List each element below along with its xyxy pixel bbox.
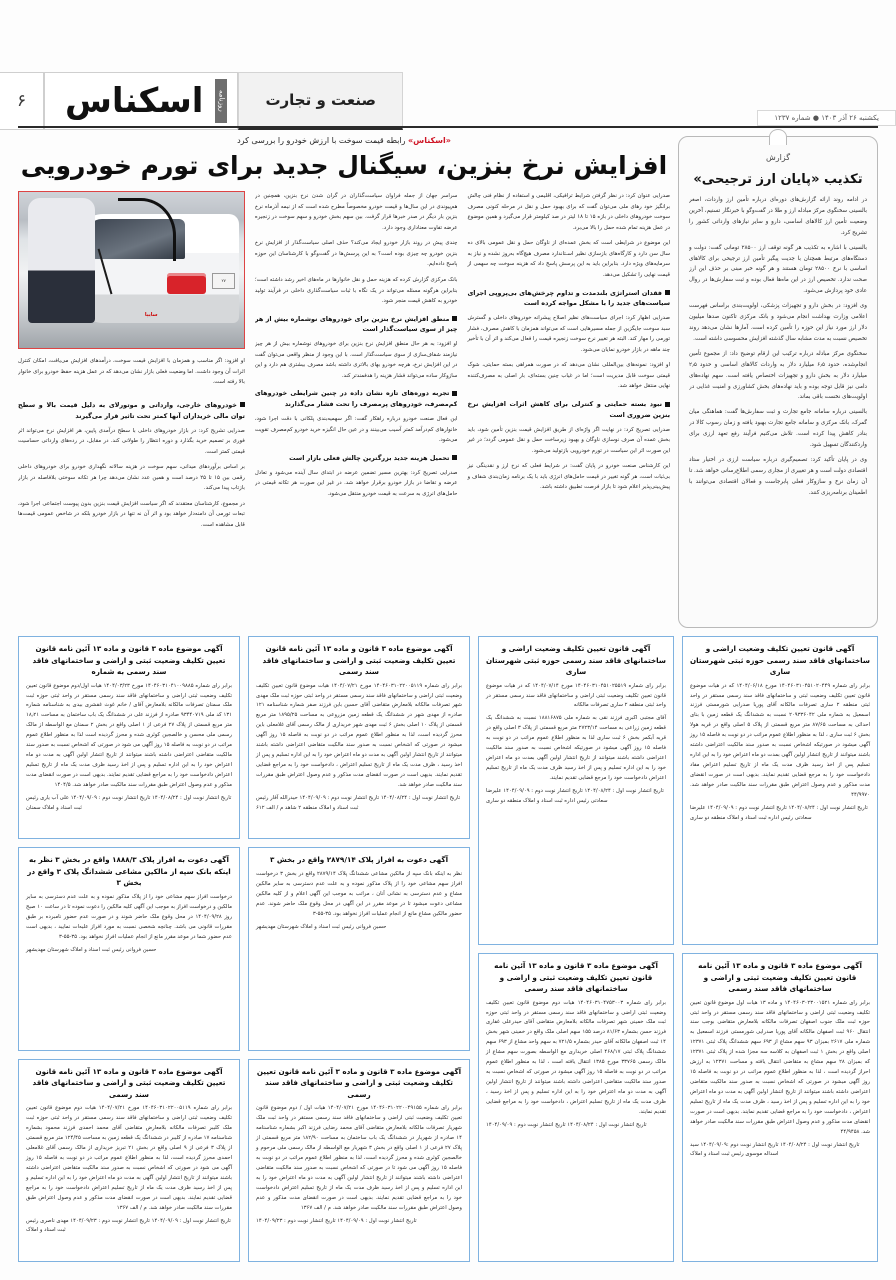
classified-ad xyxy=(478,953,674,1262)
classified-ad-signature: تاریخ انتشار نوبت اول : ۱۴۰۴/۰۸/۲۴ تاریخ انتشار نوبت دوم :۱۴۰۴/۰۹/۰۹ سید اسداله موسوی رئیس ثبت اسناد و املاک xyxy=(690,1141,860,1158)
ads-column xyxy=(478,636,674,1262)
paper-vertical-strip: روزنامه xyxy=(215,79,227,123)
masthead-spacer xyxy=(599,72,757,130)
classified-ad-paragraph: برابر رای شماره ۱۴۰۴۶۰۳۱۰۲۲۰۰۴۹۱۵۵ مورخ ۱۴۰۴/۰۷/۲۱ هیات اول / دوم موضوع قانون تعیین تکلیف وضعیت ثبتی اراضی و ساختمانهای فاقد سند رسمی مستقر در واحد ثبت ملک شهریار تصرفات مالکانه بلامعارض متقاضی آقای محمد رضایی فرزند اکبر بشماره شناسنامه ۱۴ صادره از شهریار در ششدانگ یک باب ساختمان به مساحت ۱۸۲/۹۰ متر مربع قسمتی از پلاک ۲۷ فرعی از ۱ اصلی واقع در بخش ۳ شهریار مع الواسطه از مالک رسمی ملی مرحوم و خالصجین کوثری شده و محرز گردیده است، لذا به منظور اطلاع عموم مراتب در دو نوبت به فاصله ۱۵ روز آگهی می شود تا در صورتی که اشخاص نسبت به صدور سند مالکیت متقاضی اعتراضی داشته باشند میتوانند از تاریخ انتشار اولین آگهی به مدت دو ماه اعتراض خود را به این اداره تسلیم و پس از اخذ رسید ظرف مدت یک ماه از تاریخ تسلیم اعتراض دادخواست خود را به مراجع قضایی تقدیم نمایند. بدیهی است در صورت انقضای مدت مذکور و عدم وصول اعتراض طبق مقررات سند مالکیت صادر خواهد شد. م / الف ۱۳۶۷ xyxy=(256,1105,462,1211)
article-subheading-text: تجربه دوره‌های تازه نشان داده در چنین شرایطی خودروهای کم‌مصرف، خودروهای پرمصرف را تحت فشار می‌گذارند xyxy=(254,389,458,409)
classified-ad-paragraph: برابر رای شماره ۱۴۰۴۶۰۳۱۰۲۲۰۰۵۱۱۹ مورخ ۱۴۰۴/۰۷/۲۱ هیات دوم موضوع قانون تعیین تکلیف وضعیت ثبتی اراضی و ساختمانهای فاقد سند رسمی مستقر در واحد ثبتی حوزه ثبت ملک کلیبر تصرفات مالکانه بلامعارض متقاضی آقای محمد احمدی فرزند محمود بشماره شناسنامه ۱۷ صادره از کلیبر در ششدانگ یک قطعه زمین به مساحت ۱۲۴/۴۵ متر مربع قسمتی از پلاک ۳ فرعی از ۹ اصلی واقع در بخش ۲۱ تبریز خریداری از مالک رسمی آقای غلامعلی احمدی محرز گردیده است، لذا به منظور اطلاع عموم مراتب در دو نوبت به فاصله ۱۵ روز آگهی می شود در صورتی که اشخاص نسبت به صدور سند مالکیت متقاضی اعتراضی داشته باشند میتوانند از تاریخ انتشار اولین آگهی به مدت دو ماه اعتراض خود را به این اداره تسلیم و پس از اخذ رسید ظرف مدت یک ماه از تاریخ تسلیم اعتراض دادخواست خود را به مراجع قضایی تقدیم نمایند. بدیهی است در صورت انقضای مدت مذکور و عدم وصول اعتراض طبق مقررات سند مالکیت صادر خواهد شد. م / الف ۱۳۶۷ xyxy=(26,1105,233,1211)
article-subheading-text: خودروهای خارجی، وارداتی و موتورلای به دلیل قیمت بالا و سطح توان مالی خریداران آنها کمتر تحت تاثیر قرار می‌گیرند xyxy=(18,400,245,420)
classified-ad-heading: آگهی موضوع ماده ۳ قانون و ماده ۳ آئین نامه قانون تعیین تکلیف وضعیت ثبتی و اراضی و ساختمانهای فاقد سند رسمی xyxy=(256,1066,462,1099)
classified-ad-body xyxy=(256,1104,462,1213)
bullet-square-icon xyxy=(452,316,457,321)
classified-ad-body xyxy=(256,870,462,920)
classified-ad xyxy=(18,636,240,839)
article-column xyxy=(255,191,458,628)
article-paragraph: چندی پیش در روند بازار خودرو ایجاد می‌کند؟ حذف اصلی سیاست‌گذار از افزایش نرخ بنزین خودرو چه چیزی بوده است؟ به این پرسش‌ها در گفت‌وگو با کارشناسان این حوزه پاسخ داده‌ایم. xyxy=(254,240,458,268)
report-tag-label: گزارش xyxy=(765,153,791,162)
classified-ad-signature: تاریخ انتشار نوبت اول : ۱۴۰۴/۰۸/۲۴ تاریخ انتشار نوبت دوم : ۱۴۰۴/۰۹/۰۹ علیرضا سعادتی رئیس اداره ثبت اسناد و املاک منطقه دو ساری xyxy=(690,804,868,821)
article-subheading-text: تحمیل هزینه جدید بزرگترین چالش فعلی بازار است xyxy=(289,453,450,462)
lead-article xyxy=(18,136,670,628)
classified-ad-heading: آگهی موضوع ماده ۳ قانون و ماده ۱۳ آئین نامه قانون تعیین تکلیف وضعیت ثبتی و اراضی و ساختمانهای فاقد سند رسمی xyxy=(698,961,862,994)
report-sidebar xyxy=(678,136,878,628)
report-paragraph: وی افزود: در بخش دارو و تجهیزات پزشکی، اولویت‌بندی براساس فهرست اعلامی وزارت بهداشت انجام می‌شود و بانک مرکزی تاکنون صدها میلیون دلار ارز مورد نیاز این حوزه را تأمین کرده است. آمارها نشان می‌دهد روند تخصیص نسبت به مدت مشابه سال گذشته افزایش محسوسی داشته است. xyxy=(689,303,867,342)
article-subheading-text: نبود بسته حمایتی و کنترلی برای کاهش اثرات افزایش نرخ بنزین ضروری است xyxy=(467,400,670,419)
report-notch-decoration xyxy=(769,129,787,145)
article-subheading xyxy=(467,399,670,421)
classified-ad-paragraph: برابر رای شماره ۱۴۰۴۶۰۳۱۰۴۵۱۰۲۰۴۴۹ مورخ ۱۴۰۴/۰۶/۱۸ که در هیات موضوع قانون تعیین تکلیف وضعیت ثبتی و ساختمانهای فاقد سند رسمی مستقر در واحد ثبتی منطقه ۲ ساری تصرفات مالکانه آقای پوریا صدرایی شورمستی فرزند اسمعیل به شماره ملی ۲۰۹۳۳۶۰۴۲ نسبت به ششدانگ یک قطعه زمین با بنای احداثی به مساحت ۸۷/۶۵ متر مربع قسمتی از پلاک ۵ اصلی واقع در قریه هولا بخش ۶ ثبت ساری ، لذا به منظور اطلاع عموم مراتب در دو نوبت به فاصله ۱۵ روز آگهی میشود در صورتیکه اشخاص نسبت به صدور سند مالکیت اعتراضی داشته باشند میتوانند از تاریخ انتشار اولین آگهی بمدت دو ماه اعتراض خود را به این اداره تسلیم پس از اخذ رسید ظرف مدت یک ماه از تاریخ تسلیم اعتراض مفاد دادخواست خود را به مرجع قضایی تقدیم نمایند. بدیهی است در صورت انقضای مدت مذکور و عدم وصول اعتراض طبق مقررات سند مالکیت صادر خواهد شد. ۴۴/۹۹۷۰ xyxy=(690,682,870,799)
article-photo xyxy=(18,191,245,349)
classified-ad-body xyxy=(486,682,666,785)
classified-ad-signature: تاریخ انتشار نوبت اول : ۱۴۰۴/۰۸/۲۴ تاریخ انتشار نوبت دوم : ۱۴۰۴/۰۹/۰۹ xyxy=(486,1121,647,1128)
article-subheading xyxy=(18,400,245,422)
classified-ad-signature: تاریخ انتشار نوبت اول : ۱۴۰۴/۰۹/۰۹ تاریخ انتشار نوبت دوم : ۱۴۰۴/۰۹/۲۳ مهدی ناصری رئیس ثبت اسناد و املاک xyxy=(26,1217,231,1234)
classified-ad xyxy=(248,847,470,1050)
bullet-square-icon xyxy=(665,402,670,407)
article-columns xyxy=(18,191,670,628)
classified-ad-paragraph: برابر رای شماره ۱۴۰۴۶۰۳۱۰۴۵۱۰۲۵۵۱۹ مورخ ۱۴۰۴/۰۷/۱۴ که در هیات موضوع قانون تعیین تکلیف وضعیت ثبتی اراضی و ساختمانهای فاقد سند رسمی مستقر در واحد ثبتی منطقه ۲ ساری تصرفات مالکانه xyxy=(486,682,666,709)
classified-ad-signature: تاریخ انتشار نوبت اول : ۱۴۰۴/۰۸/۲۴ تاریخ انتشار نوبت دوم : ۱۴۰۴/۰۹/۰۹ حیدرالله آقار رئیس ثبت اسناد و املاک منطقه ۲ شاهد م / الف ۶۱۲ xyxy=(256,795,461,811)
article-paragraph: صدرایی اظهار کرد: اجرای سیاست‌های نظیر اصلاح پیشرانه خودروهای داخلی و گسترش سبد سوخت جایگزین از جمله مسیرهایی است که می‌تواند همزمان با کاهش مصرف، فشار تورمی را مهار کند. البته هر تغییر نرخ سوخت زنجیره قیمت را فعال می‌کند و اثر آن با تأخیر چند ماهه در بازار خودرو نمایان می‌شود. xyxy=(467,315,670,353)
ads-column xyxy=(18,636,240,1262)
bullet-square-icon xyxy=(452,391,457,396)
photo-car-brand: سایپا xyxy=(144,311,158,318)
photo-caption-paragraph: صدرایی تشریح کرد: در بازار خودروهای داخلی با سطح درآمدی پایین، هر افزایش نرخ می‌تواند اثر فوری بر تصمیم خرید بگذارد و دوره انتظار را طولانی کند. در مقابل، در رده‌های وارداتی حساسیت قیمتی کمتر است. xyxy=(18,427,245,455)
bullet-square-icon xyxy=(452,455,457,460)
classified-ad-signature: تاریخ انتشار نوبت اول : ۱۴۰۴/۰۹/۰۹ تاریخ انتشار نوبت دوم : ۱۴۰۴/۰۹/۲۳ xyxy=(256,1217,417,1224)
classified-ad-paragraph: برابر رای شماره ۱۴۰۴۶۰۳۱۰۴۷۵۳۰۰۳ هیات دوم موضوع قانون تعیین تکلیف وضعیت ثبتی اراضی و ساختمانهای فاقد سند رسمی مستقر در واحد ثبتی حوزه ثبت ملک خمینی شهر تصرفات مالکانه بلامعارض متقاضی آقای حیدرعلی غفاری فرزند حسن بشماره ۸۱/۶۳ درصد ۱۵۵ سهم اصلی ملک واقع در خمینی شهر بخش ۱۴ ثبت اصفهان مالکانه آقای حیدر بشماره ۷۲۱/۵ به سهم واحد مشاع از ۶۹۳ سهم ششدانگ پلاک ثبتی ۴۶۸/۱۷ اصلی خریداری مع الواسطه بصورت سهم مشاع از مالک رسمی ۳۳۷۶۵ مورخ ۱۳۸۵ انتقال یافته است ، لذا به منظور اطلاع عموم مراتب در دو نوبت به فاصله ۱۵ روز آگهی میشود در صورتی که اشخاص نسبت به صدور سند مالکیت متقاضی اعتراضی داشته باشند میتوانند از تاریخ انتشار اولین آگهی به مدت دو ماه اعتراض خود را به این اداره تسلیم و پس از اخذ رسید ، ظرف مدت یک ماه از تاریخ تسلیم اعتراض ، دادخواست خود را به مراجع قضایی تقدیم نمایند. xyxy=(486,999,666,1116)
classified-ad-body xyxy=(26,893,232,943)
classified-ad-heading: آگهی موضوع ماده ۳ قانون و ماده ۱۳ آئین نامه قانون تعیین تکلیف وضعیت ثبتی و اراضی و ساختمانهای فاقد سند رسمی xyxy=(494,961,658,994)
report-paragraph: بالسینی با اشاره به تکذیب هر گونه توقف ارز ۲۸۵۰۰ تومانی گفت: دولت و دستگاه‌های مرتبط همچنان با جدیت پیگیر تأمین ارز ترجیحی برای کالاهای اساسی با نرخ ۲۸۵۰۰ تومان هستند و هر گونه خبر مبنی بر حذف این ارز صحت ندارد. تخصیص ارز در این ماه‌ها فعال بوده و ثبت سفارش‌ها در روال عادی خود پردازش می‌شود. xyxy=(689,244,867,295)
article-paragraph: صدرایی عنوان کرد: در نظر گرفتن شرایط ترافیکی، اقلیمی و استفاده از نظام فنی چالش برانگیز خود رهای ملی می‌توان گفت که برای بهبود حمل و نقل در مرحله کنونی مصرف سوخت خودروهای داخلی در بازه ۱۵ تا ۱۸ لیتر در صد کیلومتر قرار می‌گیرد و همین موضوع در عمل هزینه تمام شده حمل را بالا می‌برد. xyxy=(467,193,670,231)
photo-license-plate: ۲۷ xyxy=(212,273,234,289)
ads-column xyxy=(248,636,470,1262)
classified-ad-signature: تاریخ انتشار نوبت اول : ۱۴۰۴/۰۸/۲۴ تاریخ انتشار نوبت دوم : ۱۴۰۴/۰۹/۰۹ علیرضا سعادتی رئیس اداره ثبت اسناد و املاک منطقه دو ساری xyxy=(486,788,664,804)
article-column xyxy=(18,191,245,628)
classified-ad xyxy=(682,636,878,945)
classified-ad-paragraph: نظر به اینکه بانک سپه از مالکین مشاعی ششدانگ پلاک ۲۸۷۹/۱۴ واقع در بخش ۳ درخواست افراز سهم مشاعی خود را از پلاک مذکور نموده و به علت عدم دسترسی به سایر مالکین مشاع و عدم دسترسی به نشانی آنان ، مراتب به موجب این آگهی اعلام و از کلیه مالکین مشاعی دعوت میشود تا در موعد مقرر در این آگهی در محل وقوع ملک حاضر شوند. عدم حضور مالکین مشاع مانع از انجام عملیات افراز نخواهد بود. ۳۵-۵۵-۳ xyxy=(256,870,462,917)
article-subheading xyxy=(467,288,670,310)
report-paragraph: سخنگوی مرکز مبادله درباره ترکیب این ارقام توضیح داد: از مجموع تأمین انجام‌شده، حدود ۶٫۵ میلیارد دلار به واردات کالاهای اساسی و حدود ۲٫۵ میلیارد دلار به بخش دارو و تجهیزات اختصاص یافته است. سهم نهاده‌های دامی نیز قابل توجه بوده و باید نهاده‌های بخش کشاورزی و امنیت غذایی در اولویت‌های نخست باقی بماند. xyxy=(689,350,867,401)
classified-ad-heading: آگهی دعوت به افراز پلاک ۱۸۸۸/۳ واقع در بخش ۳ نظر به اینکه بانک سپه از مالکین مشاعی ششدانگ پلاک ۳ واقع در بخش ۳ xyxy=(27,855,231,888)
classified-ad-body xyxy=(26,1104,232,1213)
classified-ad-heading: آگهی موضوع ماده ۳ قانون و ماده ۱۳ آئین نامه قانون تعیین تکلیف وضعیت ثبتی و اراضی و ساختمانهای فاقد سند رسمی xyxy=(32,1066,226,1099)
classified-ad-paragraph: درخواست افراز سهم مشاعی خود را از پلاک مذکور نموده و به علت عدم دسترسی به سایر مالکین و درخواست افراز به موجب این آگهی کلیه مالکین را دعوت نموده تا در ساعت ۱۰ صبح روز ۱۴۰۴/۰۹/۲۸ در محل وقوع ملک حاضر شوند و در صورت عدم حضور نامبرده بر طبق مقررات قانونی می باشد. چنانچه شخصی نسبت به مورد افراز علیه‌ات نمایید ، بدیهی است عدم حضور شما در موعد مقرر مانع از انجام عملیات افراز نخواهد بود. ۳۵-۵۵-۳ xyxy=(26,893,232,940)
section-title: صنعت و تجارت xyxy=(238,72,403,130)
classified-ad xyxy=(682,953,878,1262)
classified-ad-heading: آگهی دعوت به افراز پلاک ۲۸۷۹/۱۴ واقع در بخش ۳ xyxy=(269,855,449,865)
photo-taillight xyxy=(167,273,205,293)
report-headline: تکذیب «پایان ارز ترجیحی» xyxy=(693,172,863,187)
kicker-rest: رابطه قیمت سوخت با ارزش خودرو را بررسی کرد xyxy=(237,136,408,145)
classified-ad-paragraph: برابر رای شماره ۱۴۰۴۶۰۳۱۰۲۲۰۰۵۱۱۹ مورخ ۱۴۰۴/۰۷/۲۱ هیات موضوع قانون تعیین تکلیف وضعیت ثبتی اراضی و ساختمانهای فاقد سند رسمی مستقر در واحد ثبتی حوزه ثبت ملک مهدی شهر تصرفات مالکانه بلامعارض متقاضی آقای حسین باین فرزند صفر شماره شناسنامه ۱۲۱ صادره از مهدی شهر در ششدانگ یک قطعه زمین مزروعی به مساحت ۱۸۹۵/۲۵ متر مربع قسمتی از پلاک ۱۰ اصلی بخش ۶ ثبت مهدی شهر خریداری از مالک رسمی آقای غلامعلی باین محرز گردیده است، لذا به منظور اطلاع عموم مراتب در دو نوبت به فاصله ۱۵ روز آگهی میشود در صورتی که اشخاص نسبت به صدور سند مالکیت متقاضی اعتراضی داشته باشند میتوانند از تاریخ انتشار اولین آگهی به مدت دو ماه اعتراض خود را به این اداره تسلیم و پس از اخذ رسید ، ظرف مدت یک ماه از تاریخ تسلیم اعتراض ، دادخواست خود را به مراجع قضایی تقدیم نمایند. بدیهی است در صورت انقضای مدت مذکور و عدم وصول اعتراض طبق مقررات سند مالکیت صادر خواهد شد. xyxy=(256,682,463,789)
masthead xyxy=(0,72,896,130)
article-paragraph: این کارشناس صنعت خودرو در پایان گفت: در شرایط فعلی که نرخ ارز و نقدینگی نیز بی‌ثبات است، هر گونه تغییر در قیمت حامل‌های انرژی باید با یک برنامه زمان‌بندی شفاف و پیش‌بینی‌پذیر اعلام شود تا بازار فرصت تطبیق داشته باشد. xyxy=(467,463,670,491)
report-body xyxy=(689,195,867,503)
article-subheading-text: منطق افزایش نرخ بنزین برای خودروهای نوشماره بیش از هر چیز از سوی سیاست‌گذار است xyxy=(254,314,458,334)
classified-ad xyxy=(478,636,674,945)
article-subheading xyxy=(255,314,458,336)
kicker-brand: «اسکناس» xyxy=(408,136,451,145)
photo-fuel-hose xyxy=(118,198,176,260)
classified-ad xyxy=(18,847,240,1050)
bullet-square-icon xyxy=(665,290,670,295)
article-paragraph: صدرایی تصریح کرد: بهترین مسیر تضمین عرضه در ابتدای سال آینده می‌شود و تعادل عرضه و تقاضا در بازار خودرو برقرار خواهد شد. در غیر این صورت هر تکانه قیمتی در حامل‌های انرژی به سرعت به قیمت خودرو منتقل می‌شود. xyxy=(254,469,458,497)
dateline: یکشنبه ۲۶ آذر ۱۴۰۳ ● شماره ۱۲۳۷ xyxy=(757,110,896,126)
article-paragraph: او افزود: به هر حال منطق افزایش نرخ بنزین برای خودروهای نوشماره بیش از هر چیز نیازمند شفاف‌سازی از سوی سیاست‌گذار است. با این وجود از منظر واقعی می‌توان گفت در این افزایش نرخ، هرچه خودرو بهای بالاتری داشته باشد مصرف بیشتری هم دارد و این سازوکار ساده می‌تواند فشار هزینه را هدفمندتر کند. xyxy=(254,341,458,379)
classified-ad-heading: آگهی موضوع ماده ۳ قانون و ماده ۱۳ آئین نامه قانون تعیین تکلیف وضعیت ثبتی و اراضی و ساختمانهای فاقد سند رسمی xyxy=(262,644,456,677)
article-paragraph: او افزود: نمونه‌های بین‌المللی نشان می‌دهد که در صورت همراهی بسته حمایتی، شوک قیمتی سوخت قابل مدیریت است؛ اما در غیاب چنین بسته‌ای، بار اصلی به مصرف‌کننده نهایی منتقل خواهد شد. xyxy=(467,362,670,390)
report-paragraph: بالسینی درباره سامانه جامع تجارت و ثبت سفارش‌ها گفت: هماهنگی میان گمرک، بانک مرکزی و سامانه جامع تجارت بهبود یافته و زمان رسوب کالا در بنادر کاهش پیدا کرده است. تلاش می‌کنیم فرآیند رفع تعهد ارزی برای واردکنندگان تسهیل شود. xyxy=(689,409,867,449)
classified-ad-body xyxy=(26,682,232,791)
classified-ad-paragraph: برابر رای شماره ۱۴۰۴۶۰۳۱۰۴۱۰۰۹۸۸۵ مورخ ۱۴۰۴/۰۳/۲۳ هیات اول/دوم موضوع قانون تعیین تکلیف وضعیت ثبتی اراضی و ساختمانهای فاقد سند رسمی مستقر در واحد ثبتی حوزه ثبت ملک سمنان تصرفات مالکانه بلامعارض آقای / خانم غوث غفشری بیدی به شناسنامه شماره ۱۳۱ کد ملی ۹۳۴۴۰۷۱۹ صادره از فرزند علی در ششدانگ یک باب ساختمان به مساحت ۱۸٫۲۱ متر مربع قسمتی از پلاک ۲۷ فرعی از ۱ اصلی واقع در بخش ۲ سمنان مع الواسطه از مالک رسمی ملی محسن و خالصجین کوثری شده و محرز گردیده است لذا به منظور اطلاع عموم مراتب در دو نوبت به فاصله ۱۵ روز آگهی می شود در صورتی که اشخاص نسبت به صدور سند مالکیت متقاضی اعتراضی داشته باشند میتوانند از تاریخ انتشار اولین آگهی به مدت دو ماه اعتراض خود را به این اداره تسلیم و پس از اخذ رسید ظرف مدت یک ماه از تاریخ تسلیم اعتراض دادخواست خود را به مراجع قضایی تقدیم نمایند. بدیهی است در صورت انقضای مدت مذکور و عدم وصول اعتراض طبق مقررات سند مالکیت صادر خواهد شد. ۱۴۰۴/۵ xyxy=(26,682,233,789)
article-paragraph: صدرایی تصریح کرد: در نهایت اگر واژه‌ای از طریق افزایش قیمت بنزین تأمین شود، باید بخش عمده آن صرف نوسازی ناوگان و بهبود زیرساخت حمل و نقل عمومی گردد؛ در غیر این صورت اثر این سیاست در تورم خودرویی بازتولید می‌شود. xyxy=(467,426,670,454)
page-number: ۶ xyxy=(0,72,44,130)
classified-ad-signature: حسین فروانی رئیس ثبت اسناد و املاک شهرستان مهدیشهر xyxy=(256,923,387,930)
report-paragraph: در ادامه روند ارائه گزارش‌های دوره‌ای درباره تأمین ارز واردات، اصغر بالسینی سخنگوی مرکز مبادله ارز و طلا در گفت‌وگو با خبرنگار تسنیم، آخرین وضعیت تأمین ارز کالاهای اساسی، دارو و سایر نیازهای وارداتی کشور را تشریح کرد. xyxy=(689,197,867,236)
classified-ad-signature: تاریخ انتشار نوبت اول : ۱۴۰۴/۰۸/۲۴ تاریخ انتشار نوبت دوم : ۱۴۰۴/۰۹/۰۹ علی آب یاری رئیس ثبت اسناد و املاک سمنان xyxy=(26,795,232,811)
main-article-region xyxy=(18,136,878,628)
paper-logo-block xyxy=(44,72,238,130)
article-subheading xyxy=(255,388,458,410)
article-kicker xyxy=(18,136,670,145)
photo-person xyxy=(28,198,95,323)
classified-ad-body xyxy=(486,999,666,1118)
classified-ad xyxy=(248,1059,470,1262)
article-headline: افزایش نرخ بنزین، سیگنال جدید برای تورم خودرویی xyxy=(20,151,668,180)
article-subheading xyxy=(255,453,458,464)
report-paragraph: وی در پایان تأکید کرد: تصمیم‌گیری درباره سیاست ارزی در اختیار ستاد اقتصادی دولت است و هر تغییری از مجاری رسمی اطلاع‌رسانی خواهد شد. تا آن زمان نرخ و سازوکار فعلی پابرجاست و فعالان اقتصادی می‌توانند با اطمینان برنامه‌ریزی کنند. xyxy=(689,456,867,496)
classified-ad-paragraph: برابر رای شماره ۱۴۰۴۶۰۳۰۲۳۰۰۱۵۲۱ و ماده ۱۳ هیات اول موضوع قانون تعیین تکلیف وضعیت ثبتی اراضی و ساختمانهای فاقد سند رسمی مستقر در واحد ثبتی حوزه ثبت ملک جنوب اصفهان تصرفات مالکانه بلامعارض متقاضی بوجب سند انتقال ۹۶۰ ثبت اصفهان مالکانه آقای پوریا صدرایی شورمستی فرزند اسمعیل به شماره ملی ۲۶۱۷ بمیزان ۹۳ سهم مشاع از ۶۹۳ سهم ششدانگ پلاک ثبتی ۱۲۳۷۱ اصلی واقع در بخش ۱ ثبت اصفهان به کلاسه سه مجزا شده از پلاک ثبتی ۱۲۳۷۱ که بمیزان ۲۸ سهم مشاع به متقاضی انتقال یافته و مساحت ۱۲۳۷۱ به ارزش احراز گردیده است ، لذا به منظور اطلاع عموم مراتب در دو نوبت به فاصله ۱۵ روز آگهی میشود در صورتی که اشخاص نسبت به صدور سند مالکیت متقاضی اعتراضی داشته باشند میتوانند از تاریخ انتشار اولین آگهی به مدت دو ماه اعتراض خود را به این اداره تسلیم و پس از اخذ رسید ، ظرف مدت یک ماه از تاریخ تسلیم اعتراض ، دادخواست خود را به مراجع قضایی تقدیم نمایند. بدیهی است در صورت انقضای مدت مذکور و عدم وصول اعتراض طبق مقررات سند مالکیت صادر خواهد شد. ۴۴/۹۴۵۸ xyxy=(690,999,871,1135)
photo-caption-paragraph: بر اساس برآوردهای میدانی، سهم سوخت در هزینه سالانه نگهداری خودرو برای خودروهای داخلی رقمی بین ۱۵ تا ۲۵ درصد است و همین عدد نشان می‌دهد چرا هر تکانه سوختی بلافاصله در بازار بازتاب پیدا می‌کند. xyxy=(18,464,245,492)
classified-ad-body xyxy=(256,682,462,791)
article-paragraph: این فعال صنعت خودرو درباره راهکار گفت: اگر سهمیه‌بندی پلکانی با دقت اجرا شود، خانوارهای کم‌درآمد کمتر آسیب می‌بینند و در عین حال انگیزه خرید خودرو کم‌مصرف تقویت می‌شود. xyxy=(254,416,458,444)
classified-ad-heading: آگهی قانون تعیین تکلیف وضعیت اراضی و ساختمانهای فاقد سند رسمی حوزه ثبتی شهرستان ساری xyxy=(690,644,870,677)
article-paragraph: این موضوع در شرایطی است که بخش عمده‌ای از ناوگان حمل و نقل عمومی بالای ده سال سن دارد و کارگاه‌های بازسازی نظیر اسـتاندارد مصرف هیچ‌گاه به‌روز نشده و نیاز به سرمایه‌های ویژه دارد. بنابراین باید به این پرسش پاسخ داد که هزینه سوخت چه سهمی از قیمت نهایی را تشکیل می‌دهد. xyxy=(467,240,670,278)
article-subheading-text: فقدان استراتژی بلندمدت و تداوم چرخش‌های بی‌پروپی اجرای سیاست‌های جدید را با مشکل مواجه کرده است xyxy=(467,288,670,308)
photo-caption-paragraph: او افزود: اگر مناسب و همزمان با افزایش قیمت سوخت، درآمد‌های افزایش می‌یافت، امکان کنترل اثرات آن وجود داشت. اما وضعیت فعلی بازار نشان می‌دهد که در عمل هزینه حفظ خودرو برای خانوار بالا رفته است. xyxy=(18,358,245,386)
classified-ad-body xyxy=(690,999,870,1138)
article-paragraph: سراسر جهان از جمله فراوان سیاست‌گذاران در گران شدن نرخ بنزین، همچنین در هم‌پیوندی در این سال‌ها و قیمت خودرو مخصوصاً مطرح شده است که از نیمه آذرماه نرخ بنزین بار دیگر در صدر خبرها قرار گرفت. بین سهم بخش خودرو و سهم سوخت در زنجیره عرضه تفاوت معناداری وجود دارد. xyxy=(254,193,458,231)
classified-ad-heading: آگهی قانون تعیین تکلیف وضعیت اراضی و ساختمانهای فاقد سند رسمی حوزه ثبتی شهرستان ساری xyxy=(486,644,666,677)
ads-column xyxy=(682,636,878,1262)
photo-caption-paragraph: در مجموع، کارشناسان معتقدند که اگر سیاست افزایش قیمت بنزین بدون پیوست اجتماعی اجرا شود، تبعات تورمی آن دامنه‌دار خواهد بود و اثر آن نه تنها در بازار خودرو بلکه در شاخص عمومی قیمت‌ها قابل مشاهده است. xyxy=(18,500,245,528)
classified-ad xyxy=(18,1059,240,1262)
classified-ad-body xyxy=(690,682,870,801)
article-column xyxy=(467,191,670,628)
classified-ads-grid xyxy=(18,636,878,1262)
article-paragraph: بانک مرکزی گزارش کرده که هزینه حمل و نقل خانوارها در ماه‌های اخیر رشد داشته است؛ بنابراین هرگونه مسئله می‌تواند در یک نگاه با ثبات سیاست‌گذاری داخلی در فرآیند تولید خودرو به کاهش قیمت منجر شود. xyxy=(254,276,458,305)
classified-ad-paragraph: آقای مجتبی اکبری فرزند نقی به شماره ملی ۱۸۸۱۶۸۷۵ نسبت به ششدانگ یک قطعه زمین زراعی به مساحت ۲۷۲۳/۱۴ متر مربع قسمتی از پلاک ۳ اصلی واقع در قریه آبکمر بخش ۶ ثبت ساری لذا به منظور اطلاع عموم مراتب در دو نوبت به فاصله ۱۵ روز آگهی میشود در صورتیکه اشخاص نسبت به صدور سند مالکیت اعتراضی داشته باشند میتوانند از تاریخ انتشار اولین آگهی بمدت دو ماه اعتراض خود را به این اداره تسلیم و پس از اخذ رسید ظرف مدت یک ماه از تاریخ تسلیم اعتراض دادخواست خود را مرجع قضایی تقدیم نمایند. xyxy=(486,715,666,782)
classified-ad-signature: حسین فروانی رئیس ثبت اسناد و املاک شهرستان مهدیشهر xyxy=(26,946,157,953)
classified-ad-heading: آگهی موضوع ماده ۳ قانون و ماده ۱۳ آئین نامه قانون تعیین تکلیف وضعیت ثبتی و اراضی و ساختمانهای فاقد سند رسمی به شماره xyxy=(32,644,226,677)
classified-ad xyxy=(248,636,470,839)
bullet-square-icon xyxy=(240,402,245,407)
paper-title: اسکناس xyxy=(65,81,204,121)
masthead-rule xyxy=(18,126,878,128)
